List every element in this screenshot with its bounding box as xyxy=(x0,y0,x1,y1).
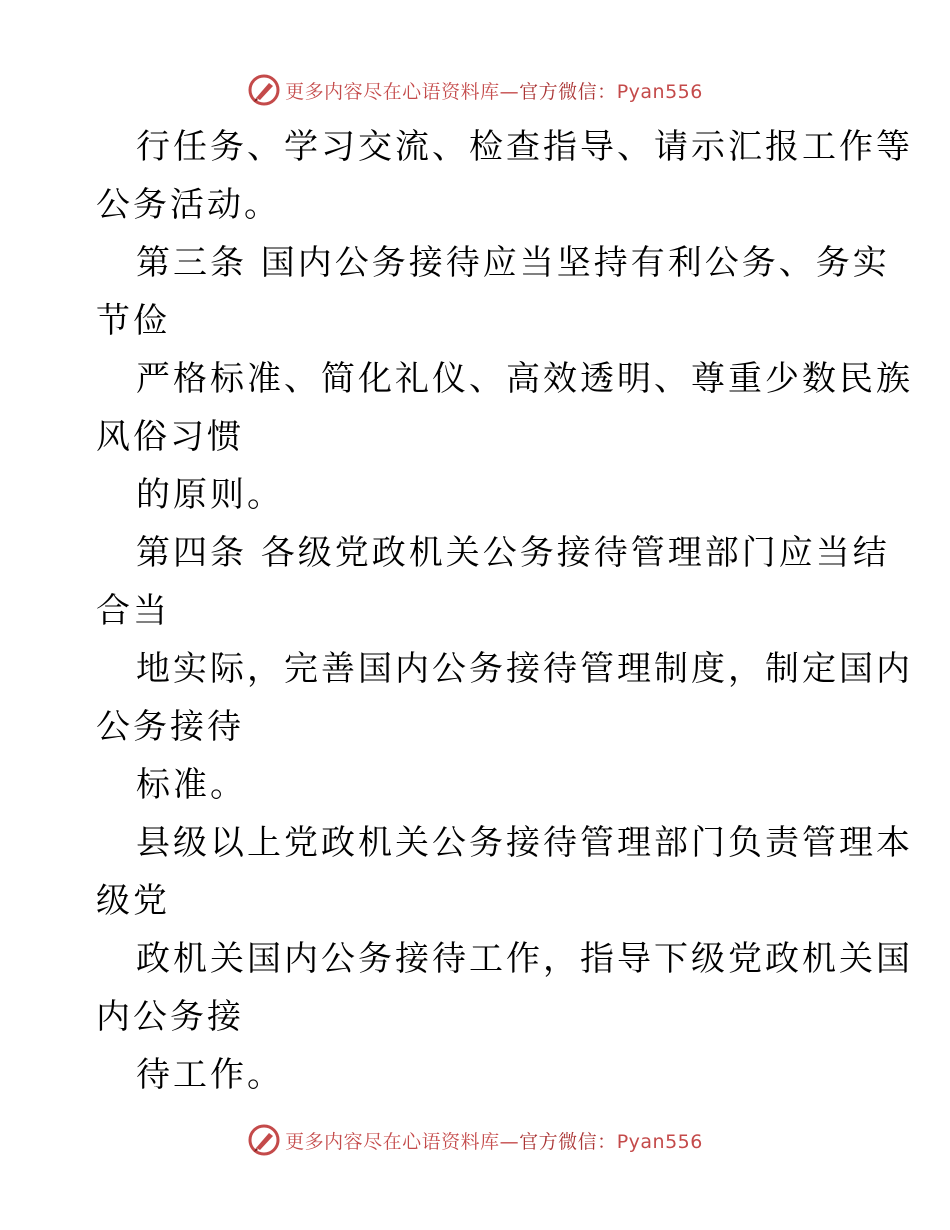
body-line: 地实际，完善国内公务接待管理制度，制定国内 xyxy=(136,649,913,689)
body-line: 第三条 国内公务接待应当坚持有利公务、务实 xyxy=(136,243,890,283)
body-line: 行任务、学习交流、检查指导、请示汇报工作等 xyxy=(136,127,913,167)
banner-wechat-id: Pyan556 xyxy=(616,1130,703,1153)
body-line: 待工作。 xyxy=(136,1055,284,1095)
banner-wechat-label: 官方微信： xyxy=(519,1130,617,1153)
banner-wechat-id: Pyan556 xyxy=(616,80,703,103)
banner-main-text: 更多内容尽在心语资料库 xyxy=(285,80,500,103)
body-line: 县级以上党政机关公务接待管理部门负责管理本 xyxy=(136,823,913,863)
body-line: 级党 xyxy=(96,881,170,921)
banner-text xyxy=(285,77,703,104)
body-line: 公务活动。 xyxy=(96,185,281,225)
body-line: 风俗习惯 xyxy=(96,417,244,457)
pen-logo-icon xyxy=(247,1123,281,1157)
body-line: 公务接待 xyxy=(96,707,244,747)
footer-banner xyxy=(0,1120,950,1160)
body-line: 严格标准、简化礼仪、高效透明、尊重少数民族 xyxy=(136,359,913,399)
pen-logo-icon xyxy=(247,73,281,107)
banner-main-text: 更多内容尽在心语资料库 xyxy=(285,1130,500,1153)
body-line: 政机关国内公务接待工作，指导下级党政机关国 xyxy=(136,939,913,979)
banner-separator: — xyxy=(499,80,520,103)
body-line: 第四条 各级党政机关公务接待管理部门应当结 xyxy=(136,533,890,573)
banner-separator: — xyxy=(499,1130,520,1153)
banner-text xyxy=(285,1127,703,1154)
body-line: 的原则。 xyxy=(136,475,284,515)
body-line: 节俭 xyxy=(96,301,170,341)
body-line: 内公务接 xyxy=(96,997,244,1037)
banner-wechat-label: 官方微信： xyxy=(519,80,617,103)
body-line: 合当 xyxy=(96,591,170,631)
body-line: 标准。 xyxy=(136,765,247,805)
header-banner xyxy=(0,70,950,110)
